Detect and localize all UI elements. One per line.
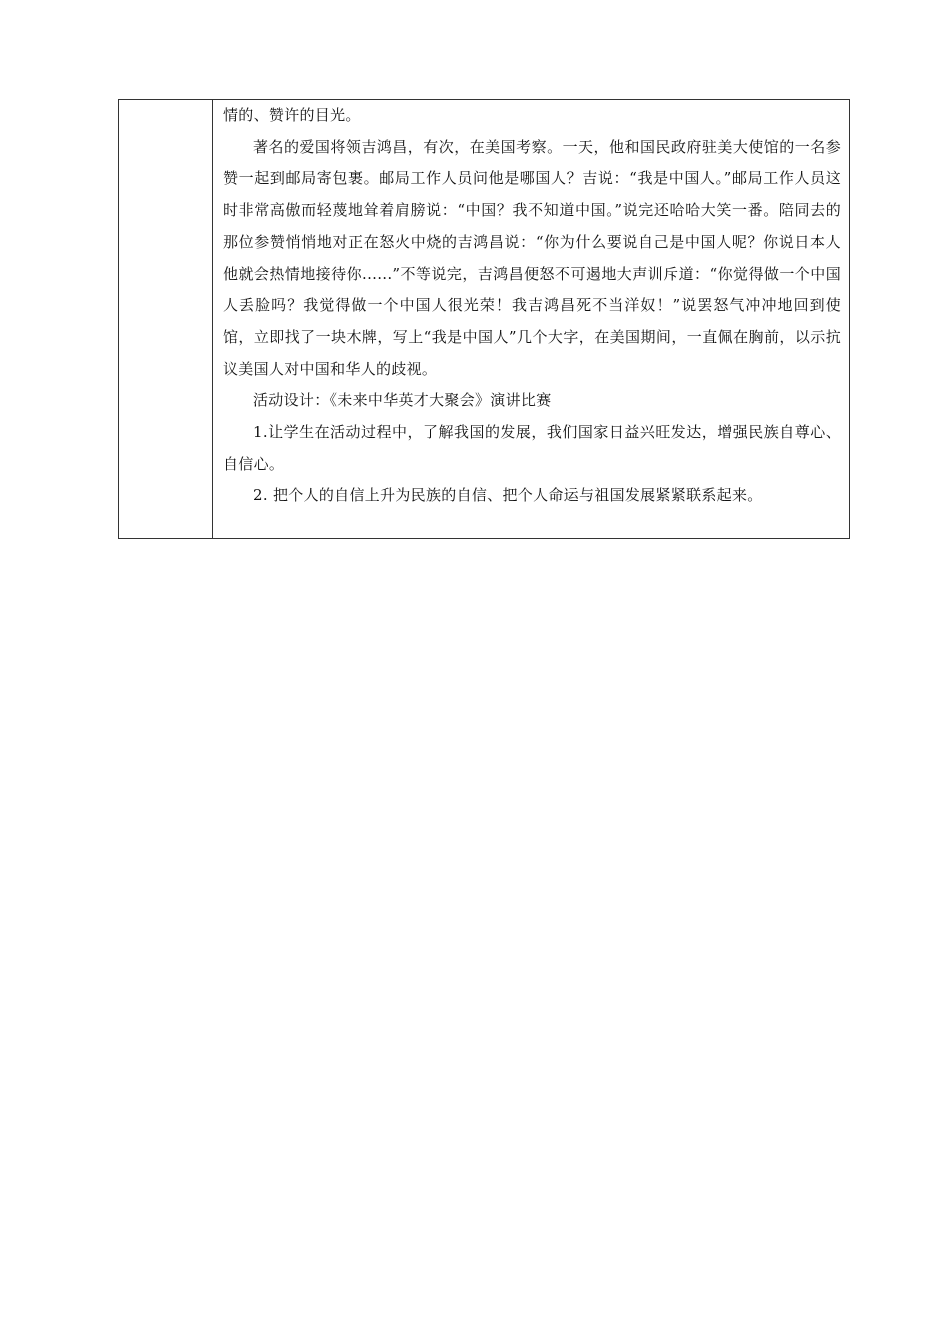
paragraph-continuation: 情的、赞许的目光。 — [223, 106, 361, 124]
paragraph-goal-1: 1.让学生在活动过程中，了解我国的发展，我们国家日益兴旺发达，增强民族自尊心、自信心。 — [223, 423, 841, 473]
table-content-cell — [213, 100, 849, 538]
paragraph-story: 著名的爱国将领吉鸿昌，有次，在美国考察。一天，他和国民政府驻美大使馆的一名参赞一起到邮局寄包裹。邮局工作人员问他是哪国人？吉说：“我是中国人。”邮局工作人员这时非常高傲而轻蔑地耸着肩膀说：“中国？我不知道中国。”说完还哈哈大笑一番。陪同去的那位参赞悄悄地对正在怒火中烧的吉鸿昌说：“你为什么要说自己是中国人呢？你说日本人他就会热情地接待你......”不等说完，吉鸿昌便怒不可遏地大声训斥道：“你觉得做一个中国人丢脸吗？我觉得做一个中国人很光荣！我吉鸿昌死不当洋奴！”说罢怒气冲冲地回到使馆，立即找了一块木牌，写上“我是中国人”几个大字，在美国期间，一直佩在胸前，以示抗议美国人对中国和华人的歧视。 — [223, 137, 841, 378]
table-left-column — [119, 100, 213, 538]
paragraph-goal-2: 2. 把个人的自信上升为民族的自信、把个人命运与祖国发展紧紧联系起来。 — [253, 486, 763, 505]
paragraph-activity-title: 活动设计：《未来中华英才大聚会》演讲比赛 — [253, 391, 552, 410]
content-table — [118, 99, 850, 539]
